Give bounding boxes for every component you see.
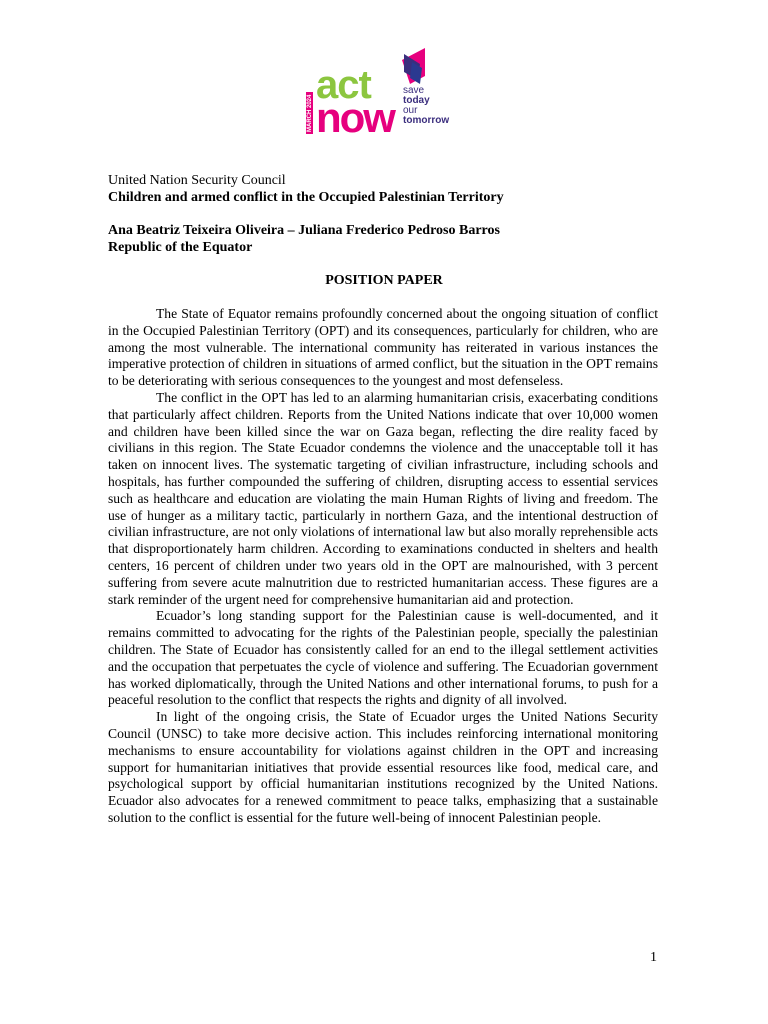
council-name: United Nation Security Council <box>108 173 286 188</box>
paragraph: Ecuador’s long standing support for the Palestinian cause is well-documented, and it remains committed to advocating for the rights of the Palestinian people, specially the palestinian children. The State of Ecuador has consistently called for an end to the illegal settlement activities and the occupation that perpetuates the cycle of violence and suffering. The Ecuadorian government has worked diplomatically, through the United Nations and other international forums, to push for a peaceful resolution to the conflict that respects the rights and dignity of all involved. <box>108 608 658 708</box>
logo-tagline <box>403 86 449 126</box>
topic-title: Children and armed conflict in the Occupied Palestinian Territory <box>108 190 504 205</box>
delegation: Republic of the Equator <box>108 240 253 255</box>
document-title: POSITION PAPER <box>325 273 443 288</box>
paragraph: In light of the ongoing crisis, the State of Ecuador urges the United Nations Security Council (UNSC) to take more decisive action. This includes reinforcing international monitoring mechanisms to ensure accountability for violations against children in the OPT and increasing support for humanitarian initiatives that provide essential resources like food, medical care, and psychological support by official humanitarian institutions recognized by the United Nations. Ecuador also advocates for a renewed commitment to peace talks, emphasizing that a sustainable solution to the conflict is essential for the future well-being of innocent Palestinian people. <box>108 709 658 825</box>
document-body <box>108 306 658 827</box>
tagline-line-4: tomorrow <box>403 115 450 126</box>
paragraph: The conflict in the OPT has led to an alarming humanitarian crisis, exacerbating conditions that particularly affect children. Reports from the United Nations indicate that over 10,000 women and children have been killed since the war on Gaza began, reflecting the dire reality faced by civilians in this region. The State Ecuador condemns the violence and the unacceptable toll it has taken on innocent lives. The systematic targeting of civilian infrastructure, including schools and hospitals, has further compounded the suffering of children, disrupting access to essential services such as healthcare and education are violating the main Human Rights of living and freedom. The use of hunger as a military tactic, particularly in northern Gaza, and the intentional destruction of civilian infrastructure, are not only violations of international law but also morally reprehensible acts that disproportionately harm children. According to examinations conducted in shelters and health centers, 16 percent of children under two years old in the OPT are malnourished, with 3 percent suffering from severe acute malnutrition due to restricted humanitarian access. These figures are a stark reminder of the urgent need for comprehensive humanitarian aid and protection. <box>108 389 658 607</box>
authors: Ana Beatriz Teixeira Oliveira – Juliana Frederico Pedroso Barros <box>108 223 500 238</box>
tagline-line-2: today <box>403 95 430 106</box>
page-number: 1 <box>650 950 657 965</box>
tagline-line-3: our <box>403 105 418 116</box>
paragraph: The State of Equator remains profoundly concerned about the ongoing situation of conflict in the Occupied Palestinian Territory (OPT) and its consequences, particularly for children, who are among the most vulnerable. The international community has reiterated in various instances the imperative protection of children in situations of armed conflict, but the situation in the OPT remains to be deteriorating with serious consequences to the youngest and most defenseless. <box>108 306 658 389</box>
logo-side-text: MARCH 2024 <box>307 94 313 132</box>
logo-word-act: act <box>316 63 371 107</box>
document-header <box>108 172 668 256</box>
tagline-line-1: save <box>403 85 425 96</box>
logo-word-now: now <box>316 94 394 140</box>
